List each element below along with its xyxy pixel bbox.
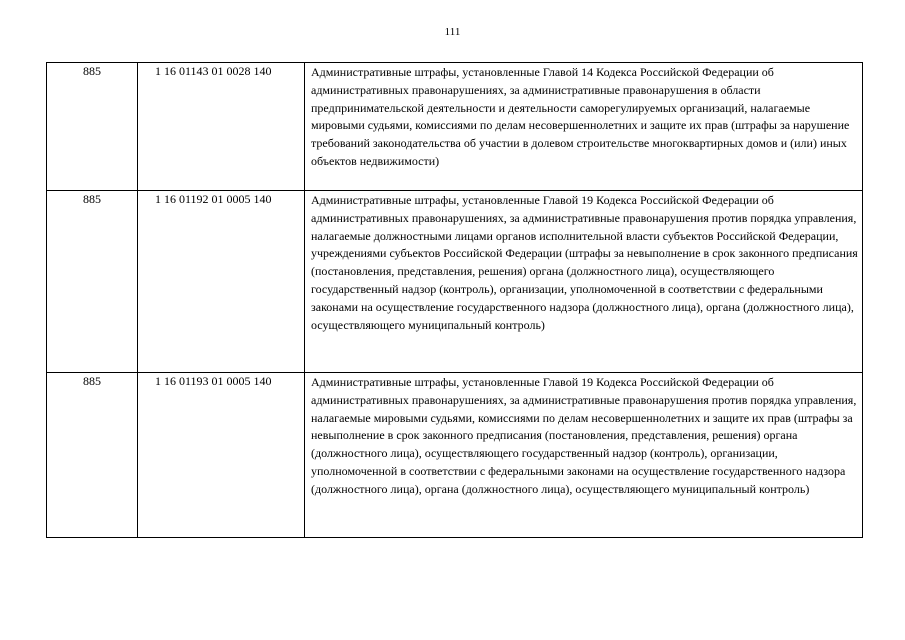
- table-row: [47, 191, 863, 373]
- table-row: [47, 373, 863, 538]
- table-row: [47, 63, 863, 191]
- description-cell: Административные штрафы, установленные Главой 14 Кодекса Российской Федерации об административных правонарушениях, за административные правонарушения в области предпринимательской деятельности и деятельности саморегулируемых организаций, налагаемые мировыми судьями, комиссиями по делам несовершеннолетних и защите их прав (штрафы за нарушение требований законодательства об участии в долевом строительстве многоквартирных домов и (или) иных объектов недвижимости): [305, 63, 863, 191]
- admin-code-cell: 885: [47, 373, 138, 538]
- budget-codes-table: [46, 62, 863, 538]
- admin-code-cell: 885: [47, 191, 138, 373]
- description-cell: Административные штрафы, установленные Главой 19 Кодекса Российской Федерации об административных правонарушениях, за административные правонарушения против порядка управления, налагаемые мировыми судьями, комиссиями по делам несовершеннолетних и защите их прав (штрафы за невыполнение в срок законного предписания (постановления, представления, решения) органа (должностного лица), осуществляющего государственный надзор (контроль), организации, уполномоченной в соответствии с федеральными законами на осуществление государственного надзора (должностного лица), органа (должностного лица), осуществляющего муниципальный контроль): [305, 373, 863, 538]
- kbk-code-cell: 1 16 01193 01 0005 140: [138, 373, 305, 538]
- kbk-code-cell: 1 16 01192 01 0005 140: [138, 191, 305, 373]
- description-cell: Административные штрафы, установленные Главой 19 Кодекса Российской Федерации об административных правонарушениях, за административные правонарушения против порядка управления, налагаемые должностными лицами органов исполнительной власти субъектов Российской Федерации, учреждениями субъектов Российской Федерации (штрафы за невыполнение в срок законного предписания (постановления, представления, решения) органа (должностного лица), осуществляющего государственный надзор (контроль), организации, уполномоченной в соответствии с федеральными законами на осуществление государственного надзора (должностного лица), органа (должностного лица), осуществляющего муниципальный контроль): [305, 191, 863, 373]
- admin-code-cell: 885: [47, 63, 138, 191]
- kbk-code-cell: 1 16 01143 01 0028 140: [138, 63, 305, 191]
- page-number: 111: [444, 26, 461, 38]
